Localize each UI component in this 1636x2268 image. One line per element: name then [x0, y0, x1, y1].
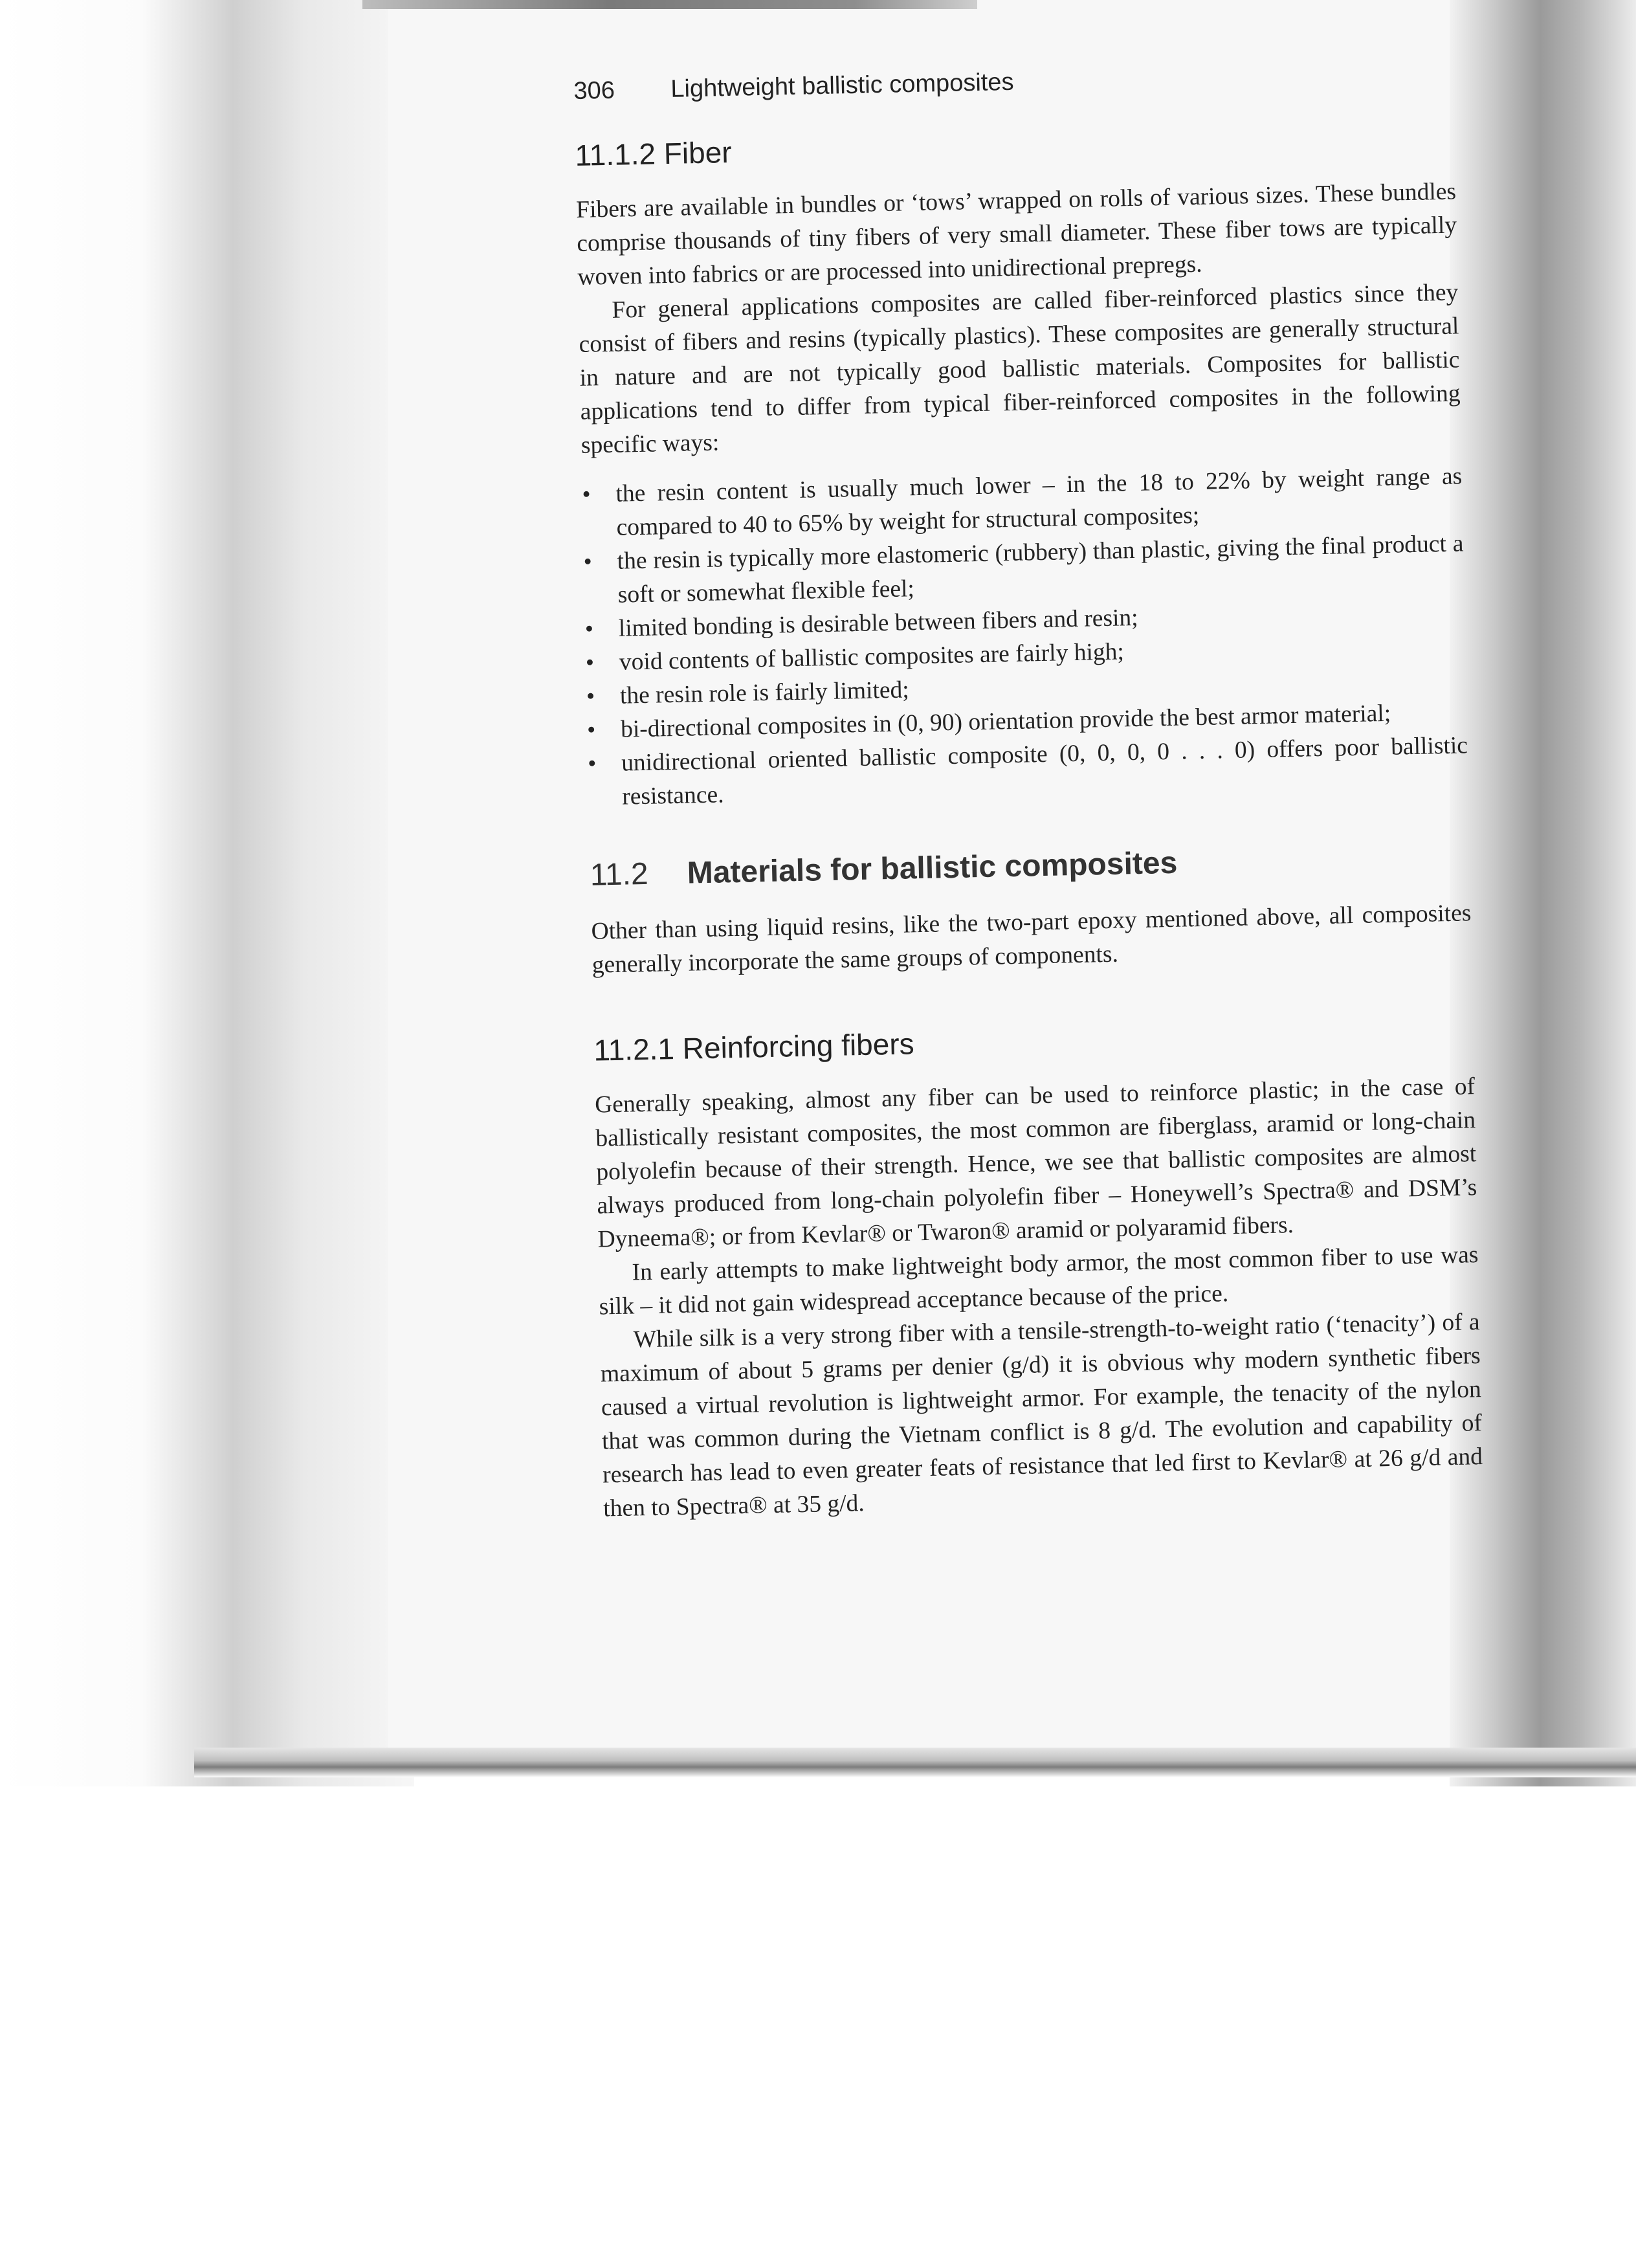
heading-11-2-1: 11.2.1 Reinforcing fibers: [593, 1027, 915, 1067]
running-head-title: Lightweight ballistic composites: [670, 68, 1014, 103]
paragraph: Generally speaking, almost any fiber can be used to reinforce plastic; in the case of ballistically resistant composites, the most common are fiberglass, aramid or long-chain polyolefin because of their strength. Hence, we see that ballistic composites are almost always produced from long-chain polyolefin fiber – Honeywell’s Spectra® and DSM’s Dyneema®; or from Kevlar® or Twaron® aramid or polyaramid fibers.: [594, 1073, 1477, 1253]
heading-11-2: [590, 839, 1470, 893]
list-item: • the resin content is usually much lower – in the 18 to 22% by weight range as compared to 40 to 65% by weight for structural composites;: [582, 460, 1463, 545]
section-title: Materials for ballistic composites: [687, 845, 1178, 891]
list-item: • limited bonding is desirable between fibers and resin;: [584, 594, 1465, 646]
list-item: • the resin role is fairly limited;: [586, 662, 1466, 713]
list-item: • bi-directional composites in (0, 90) orientation provide the best armor material;: [587, 695, 1468, 747]
page-number: 306: [573, 76, 615, 105]
paragraph: Other than using liquid resins, like the two-part epoxy mentioned above, all composites generally incorporate the same groups of components.: [591, 900, 1472, 979]
page-bottom-edge: [194, 1748, 1636, 1777]
paragraph: While silk is a very strong fiber with a tensile-strength-to-weight ratio (‘tenacity’) of a maximum of about 5 grams per denier (g/d) it is obvious why modern synthetic fibers caused a virtual revolution is lightweight armor. For example, the tenacity of the nylon that was common during the Vietnam conflict is 8 g/d. The evolution and capability of research has lead to even greater feats of resistance that led first to Kevlar® at 26 g/d and then to Spectra® at 35 g/d.: [600, 1309, 1483, 1522]
heading-11-1-2: 11.1.2 Fiber: [574, 135, 733, 172]
book-gutter-shadow: [1450, 0, 1636, 1786]
page-left-shadow: [0, 0, 414, 1786]
list-item: • the resin is typically more elastomeric (rubbery) than plastic, giving the final product a soft or somewhat flexible feel;: [583, 527, 1465, 612]
paragraph: Fibers are available in bundles or ‘tows’ wrapped on rolls of various sizes. These bundles comprise thousands of tiny fibers of very small diameter. These fiber tows are typically woven into fabrics or are processed into unidirectional prepregs.: [575, 178, 1457, 291]
bullet-list: [582, 460, 1469, 814]
paragraph: In early attempts to make lightweight body armor, the most common fiber to use was silk – it did not gain widespread acceptance because of the price.: [599, 1241, 1479, 1320]
page-content: [573, 60, 1484, 1526]
list-item: • void contents of ballistic composites are fairly high;: [585, 628, 1466, 680]
top-edge-shadow: [362, 0, 977, 9]
list-item: • unidirectional oriented ballistic composite (0, 0, 0, 0 . . . 0) offers poor ballistic resistance.: [588, 729, 1469, 814]
paragraph: For general applications composites are called fiber-reinforced plastics since they consist of fibers and resins (typically plastics). These composites are generally structural in nature and are not typically good ballistic materials. Composites for ballistic applications tend to differ from typical fiber-reinforced composites in the following specific ways:: [579, 279, 1461, 459]
section-number: 11.2: [590, 856, 649, 893]
